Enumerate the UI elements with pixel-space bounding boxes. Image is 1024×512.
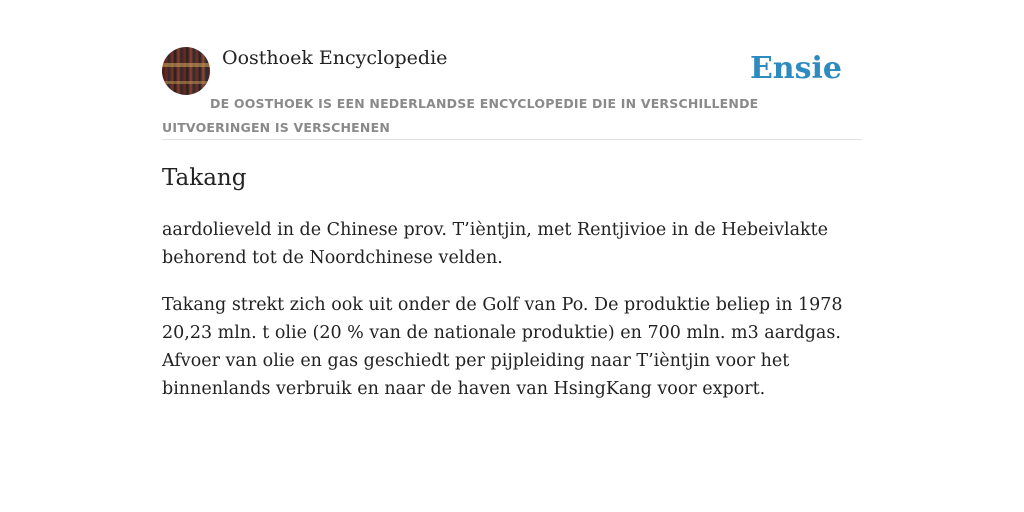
- article-paragraph: aardolieveld in de Chinese prov. T’ièntjin, met Rentjivioe in de Hebeivlakte behorend tot de Noordchinese velden.: [162, 220, 828, 268]
- encyclopedia-books-avatar[interactable]: [162, 47, 210, 95]
- site-tagline: DE OOSTHOEK IS EEN NEDERLANDSE ENCYCLOPEDIE DIE IN VERSCHILLENDE UITVOERINGEN IS VERSCHENEN: [162, 96, 759, 135]
- article-title: Takang: [162, 165, 247, 191]
- article-paragraph: Takang strekt zich ook uit onder de Golf van Po. De produktie beliep in 1978 20,23 mln. t olie (20 % van de nationale produktie) en 700 mln. m3 aardgas. Afvoer van olie en gas geschiedt per pijpleiding naar T’ièntjin voor het binnenlands verbruik en naar de haven van HsingKang voor export.: [162, 295, 843, 399]
- site-title[interactable]: Oosthoek Encyclopedie: [222, 47, 448, 69]
- site-header: [162, 46, 862, 140]
- ensie-logo-link[interactable]: Ensie: [749, 51, 842, 86]
- article: [162, 162, 862, 403]
